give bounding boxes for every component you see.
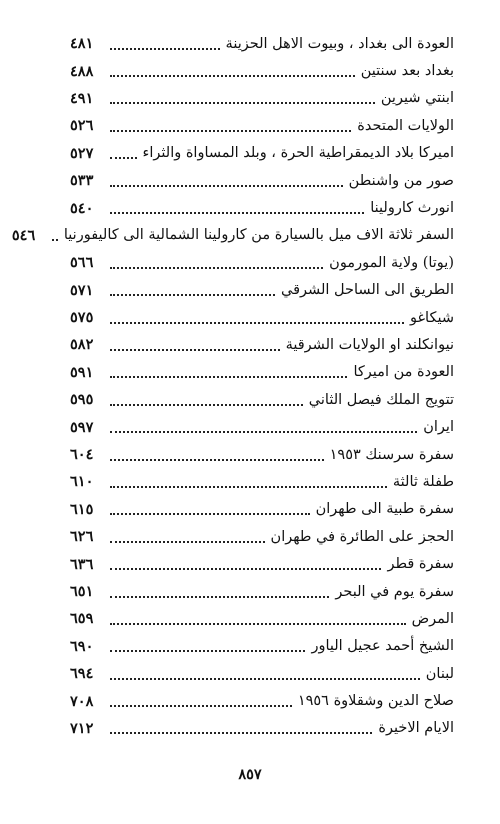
- dot-leader: [52, 239, 58, 241]
- toc-entry-page: ٥٨٢: [70, 336, 94, 354]
- toc-entry: [70, 605, 454, 632]
- dot-leader: [110, 705, 292, 707]
- page-number: ٨٥٧: [238, 766, 262, 783]
- toc-entry-title: السفر ثلاثة الاف ميل بالسيارة من كارولينا الشمالية الى كاليفورنيا: [63, 227, 454, 244]
- toc-entry-page: ٥٩٥: [70, 391, 94, 409]
- toc-entry-page: ٤٩١: [70, 89, 94, 107]
- toc-entry-title: ابنتي شيرين: [380, 90, 454, 107]
- toc-entry-title: سفرة يوم في البحر: [335, 583, 454, 600]
- toc-entry-page: ٥٧١: [70, 281, 94, 299]
- toc-entry: [70, 441, 454, 468]
- dot-leader: [110, 678, 420, 680]
- toc-entry: [70, 194, 454, 221]
- toc-entry-page: ٦١٠: [70, 473, 94, 491]
- toc-entry-title: سفرة سرسنك ١٩٥٣: [329, 446, 454, 463]
- dot-leader: [110, 185, 343, 187]
- toc-entry-title: نيوانكلند او الولايات الشرقية: [285, 336, 454, 353]
- table-of-contents: [11, 30, 454, 742]
- toc-entry: [70, 660, 454, 687]
- dot-leader: [110, 513, 310, 515]
- toc-entry: [70, 304, 454, 331]
- toc-entry-page: ٦٥١: [70, 583, 94, 600]
- toc-entry-page: ٦٢٦: [70, 528, 94, 546]
- toc-entry-page: ٥٤٦: [11, 226, 36, 244]
- toc-entry-page: ٦١٥: [70, 500, 94, 518]
- dot-leader: [110, 732, 372, 734]
- toc-entry-page: ٤٨١: [70, 35, 94, 53]
- toc-entry-title: ايران: [423, 419, 454, 436]
- toc-entry: [70, 277, 454, 304]
- dot-leader: [110, 404, 303, 406]
- dot-leader: [110, 596, 329, 598]
- toc-entry-title: اميركا بلاد الديمقراطية الحرة ، وبلد المساواة والثراء: [142, 145, 454, 162]
- toc-entry-page: ٦٩٠: [70, 637, 94, 655]
- toc-entry-page: ٦٥٩: [70, 610, 94, 628]
- dot-leader: [110, 212, 364, 214]
- toc-entry: [70, 249, 454, 276]
- toc-entry-title: طفلة ثالثة: [392, 473, 454, 490]
- dot-leader: [110, 650, 305, 652]
- toc-entry: [70, 715, 454, 742]
- dot-leader: [110, 294, 275, 296]
- toc-entry-title: الولايات المتحدة: [357, 117, 454, 134]
- toc-entry-title: الايام الاخيرة: [378, 720, 454, 737]
- toc-entry: [70, 468, 454, 495]
- toc-entry: [70, 57, 454, 84]
- toc-entry-title: صور من واشنطن: [348, 172, 454, 189]
- dot-leader: [110, 431, 417, 433]
- toc-entry: [70, 523, 454, 550]
- toc-entry: [11, 222, 454, 249]
- toc-entry: [70, 687, 454, 714]
- dot-leader: [110, 376, 347, 378]
- toc-entry-title: سفرة طبية الى طهران: [315, 501, 454, 518]
- toc-entry-page: ٥٢٦: [70, 117, 94, 135]
- toc-entry: [70, 413, 454, 440]
- dot-leader: [110, 130, 351, 132]
- toc-entry-title: صلاح الدين وشقلاوة ١٩٥٦: [297, 693, 454, 710]
- toc-entry-page: ٦٠٤: [70, 446, 94, 464]
- toc-entry: [70, 386, 454, 413]
- dot-leader: [110, 486, 387, 488]
- dot-leader: [110, 349, 280, 351]
- dot-leader: [110, 541, 265, 543]
- toc-entry: [70, 496, 454, 523]
- toc-entry-page: ٤٨٨: [70, 62, 94, 80]
- toc-entry-title: انورث كارولينا: [370, 200, 454, 217]
- toc-entry-page: ٥٩١: [70, 363, 94, 381]
- toc-entry-page: ٦٩٤: [70, 665, 94, 683]
- dot-leader: [110, 267, 323, 269]
- toc-entry: [70, 359, 454, 386]
- toc-entry: [70, 140, 454, 167]
- toc-entry-title: الشيخ أحمد عجيل الياور: [311, 638, 454, 655]
- toc-entry-page: ٥٤٠: [70, 199, 94, 217]
- toc-entry-title: لبنان: [425, 665, 454, 682]
- dot-leader: [110, 157, 137, 159]
- toc-entry-page: ٥٦٦: [70, 254, 94, 272]
- toc-entry: [70, 30, 454, 57]
- toc-entry-title: المرض: [411, 610, 454, 627]
- toc-entry-title: تتويج الملك فيصل الثاني: [308, 391, 454, 408]
- toc-entry-title: العودة الى بغداد ، وبيوت الاهل الحزينة: [225, 35, 454, 52]
- toc-entry-page: ٧٠٨: [70, 692, 94, 710]
- toc-entry: [70, 112, 454, 139]
- toc-entry-title: سفرة قطر: [387, 556, 454, 573]
- toc-entry-title: (يوتا) ولاية المورمون: [329, 254, 454, 271]
- toc-entry: [70, 578, 454, 605]
- dot-leader: [110, 623, 406, 625]
- toc-entry-page: ٥٩٧: [70, 418, 94, 436]
- dot-leader: [110, 48, 220, 50]
- toc-entry-title: الحجز على الطائرة في طهران: [270, 528, 454, 545]
- toc-entry: [70, 550, 454, 577]
- toc-entry-page: ٥٣٣: [70, 172, 94, 190]
- toc-entry-title: الطريق الى الساحل الشرقي: [281, 282, 454, 299]
- toc-entry: [70, 167, 454, 194]
- toc-entry-page: ٥٧٥: [70, 309, 94, 327]
- toc-entry: [70, 85, 454, 112]
- dot-leader: [110, 459, 324, 461]
- toc-entry-page: ٧١٢: [70, 719, 94, 737]
- toc-entry-title: العودة من اميركا: [353, 364, 454, 381]
- toc-entry-page: ٥٢٧: [70, 144, 94, 162]
- dot-leader: [110, 322, 404, 324]
- toc-entry-page: ٦٣٦: [70, 555, 94, 573]
- toc-entry-title: شيكاغو: [409, 309, 454, 326]
- toc-entry: [70, 331, 454, 358]
- toc-entry: [70, 633, 454, 660]
- toc-entry-title: بغداد بعد سنتين: [360, 63, 454, 80]
- dot-leader: [110, 75, 355, 77]
- dot-leader: [110, 102, 375, 104]
- dot-leader: [110, 568, 381, 570]
